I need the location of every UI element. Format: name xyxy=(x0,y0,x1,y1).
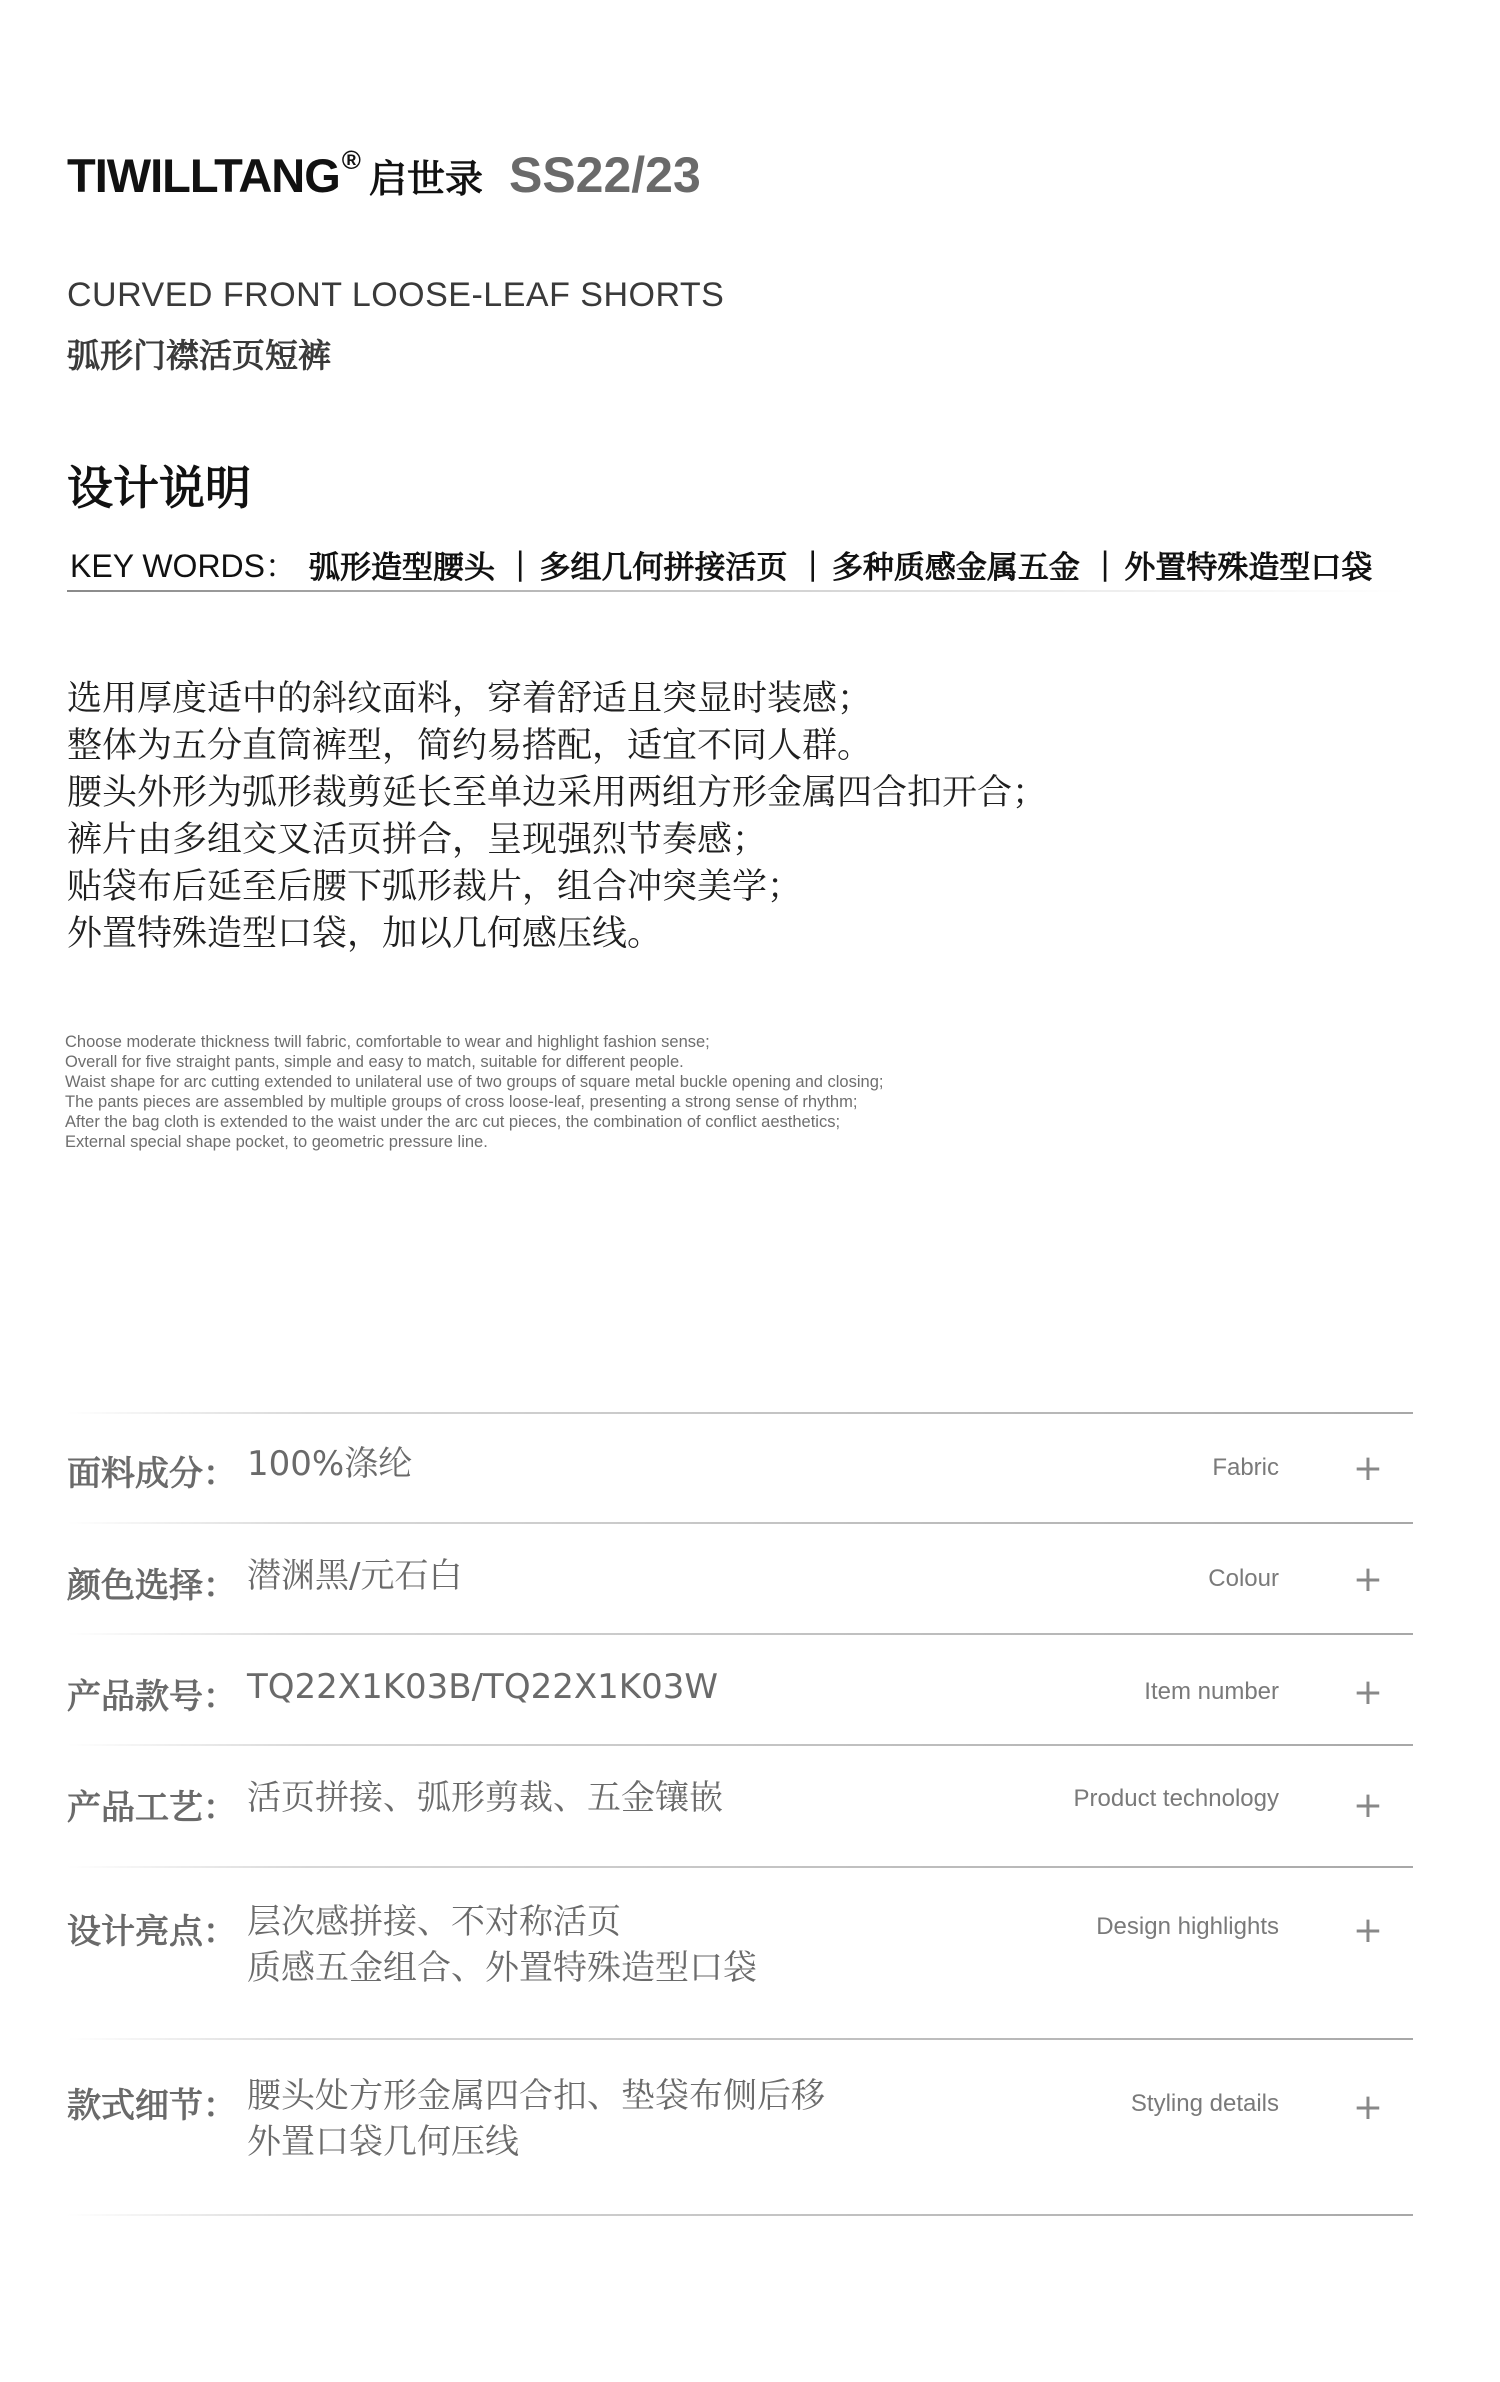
plus-icon[interactable]: + xyxy=(1352,1672,1383,1713)
description-cn-line: 贴袋布后延至后腰下弧形裁片，组合冲突美学； xyxy=(67,867,803,907)
spec-label: 产品款号： xyxy=(67,1677,237,1717)
spec-value: 层次感拼接、不对称活页 xyxy=(247,1902,621,1942)
spec-label: 产品工艺： xyxy=(67,1788,237,1828)
description-en-line: After the bag cloth is extended to the waist under the arc cut pieces, the combination of conflict aesthetics; xyxy=(65,1113,841,1131)
keyword-separator: | xyxy=(515,546,526,582)
spec-label: 面料成分： xyxy=(67,1454,237,1494)
design-heading: 设计说明 xyxy=(67,461,251,515)
plus-icon[interactable]: + xyxy=(1352,1910,1383,1951)
spec-label-en: Colour xyxy=(1208,1565,1279,1592)
spec-label-en: Product technology xyxy=(1073,1785,1279,1812)
description-cn-line: 选用厚度适中的斜纹面料，穿着舒适且突显时装感； xyxy=(67,679,873,719)
description-en-line: External special shape pocket, to geometric pressure line. xyxy=(65,1133,488,1151)
keyword-item: 外置特殊造型口袋 xyxy=(1124,549,1373,586)
description-cn-line: 裤片由多组交叉活页拼合，呈现强烈节奏感； xyxy=(67,820,768,860)
description-cn xyxy=(67,676,1047,958)
keyword-item: 多种质感金属五金 xyxy=(831,549,1080,586)
spec-row-technology[interactable] xyxy=(67,1746,1413,1868)
description-cn-line: 整体为五分直筒裤型，简约易搭配，适宜不同人群。 xyxy=(67,726,873,766)
spec-label: 颜色选择： xyxy=(67,1566,237,1606)
brand-logo-text: TIWILLTANG xyxy=(67,148,340,202)
keyword-item: 多组几何拼接活页 xyxy=(539,549,788,586)
spec-label: 款式细节： xyxy=(67,2086,237,2126)
spec-label-en: Design highlights xyxy=(1096,1913,1279,1940)
keyword-separator: | xyxy=(807,546,818,582)
spec-row-styling[interactable] xyxy=(67,2040,1413,2216)
spec-row-fabric[interactable] xyxy=(67,1412,1413,1524)
keyword-separator: | xyxy=(1099,546,1111,582)
keyword-item: 弧形造型腰头 xyxy=(309,549,496,586)
keywords-underline xyxy=(67,590,1407,592)
spec-value: 活页拼接、弧形剪裁、五金镶嵌 xyxy=(247,1778,723,1818)
plus-icon[interactable]: + xyxy=(1352,1448,1383,1489)
spec-value: 潜渊黑/元石白 xyxy=(247,1556,463,1596)
product-title-en: CURVED FRONT LOOSE-LEAF SHORTS xyxy=(67,276,725,314)
description-en-line: The pants pieces are assembled by multiple groups of cross loose-leaf, presenting a strong sense of rhythm; xyxy=(65,1093,858,1111)
season-label: SS22/23 xyxy=(508,147,701,203)
spec-label-en: Styling details xyxy=(1130,2090,1279,2117)
keywords-label: KEY WORDS： xyxy=(70,548,298,584)
description-en-line: Overall for five straight pants, simple and easy to match, suitable for different people. xyxy=(65,1053,684,1071)
spec-value: 外置口袋几何压线 xyxy=(247,2122,519,2162)
plus-icon[interactable]: + xyxy=(1352,1559,1383,1600)
plus-icon[interactable]: + xyxy=(1352,1785,1383,1826)
spec-value: 腰头处方形金属四合扣、垫袋布侧后移 xyxy=(247,2076,825,2116)
brand-name-cn: 启世录 xyxy=(368,156,483,201)
plus-icon[interactable]: + xyxy=(1352,2087,1383,2128)
spec-value: 质感五金组合、外置特殊造型口袋 xyxy=(247,1948,757,1988)
description-en-line: Choose moderate thickness twill fabric, comfortable to wear and highlight fashion sense; xyxy=(65,1033,710,1051)
spec-divider xyxy=(67,2214,1413,2216)
spec-label-en: Fabric xyxy=(1212,1454,1279,1481)
brand-header xyxy=(67,145,701,205)
product-title-cn: 弧形门襟活页短裤 xyxy=(67,336,331,375)
description-en xyxy=(65,1032,883,1152)
spec-value: 100%涤纶 xyxy=(247,1444,413,1484)
spec-label: 设计亮点： xyxy=(67,1912,237,1952)
keywords-bar xyxy=(70,540,1372,588)
description-cn-line: 腰头外形为弧形裁剪延长至单边采用两组方形金属四合扣开合； xyxy=(67,773,1048,813)
spec-row-highlights[interactable] xyxy=(67,1868,1413,2040)
spec-row-colour[interactable] xyxy=(67,1524,1413,1635)
registered-mark: ® xyxy=(341,145,361,175)
spec-label-en: Item number xyxy=(1144,1678,1279,1705)
spec-row-item-number[interactable] xyxy=(67,1635,1413,1746)
description-en-line: Waist shape for arc cutting extended to unilateral use of two groups of square metal buckle opening and closing; xyxy=(65,1073,884,1091)
description-cn-line: 外置特殊造型口袋，加以几何感压线。 xyxy=(67,914,663,954)
spec-value: TQ22X1K03B/TQ22X1K03W xyxy=(247,1667,718,1707)
